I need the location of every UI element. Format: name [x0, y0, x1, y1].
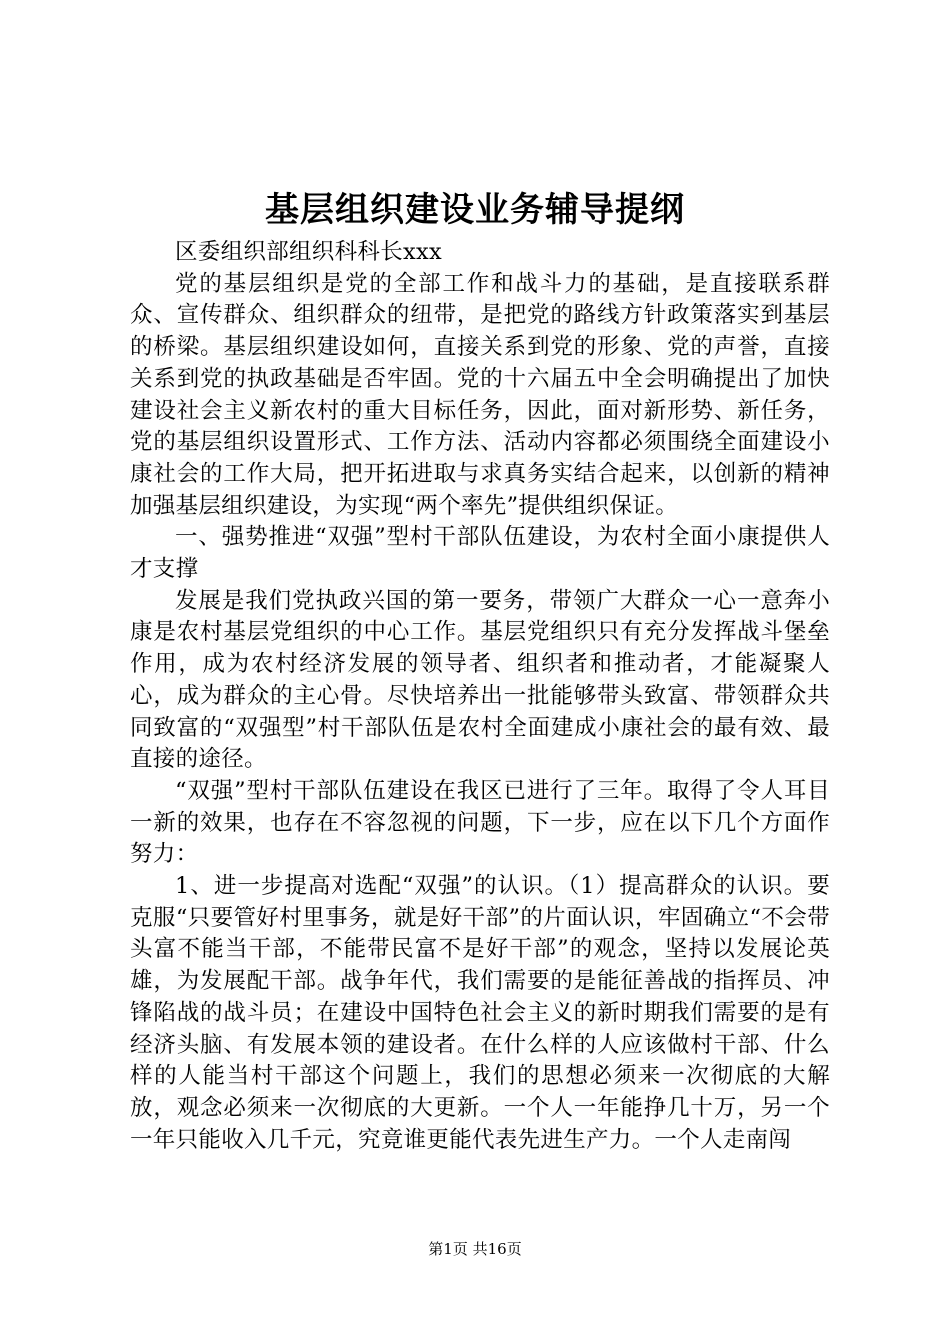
- section-heading: 一、强势推进“双强”型村干部队伍建设，为农村全面小康提供人才支撑: [130, 524, 830, 583]
- body-paragraph: 1、进一步提高对选配“双强”的认识。（1）提高群众的认识。要克服“只要管好村里事务，就是好干部”的片面认识，牢固确立“不会带头富不能当干部，不能带民富不是好干部”的观念，坚持以发展论英雄，为发展配干部。战争年代，我们需要的是能征善战的指挥员、冲锋陷战的战斗员；在建设中国特色社会主义的新时期我们需要的是有经济头脑、有发展本领的建设者。在什么样的人应该做村干部、什么样的人能当村干部这个问题上，我们的思想必须来一次彻底的大解放，观念必须来一次彻底的大更新。一个人一年能挣几十万，另一个一年只能收入几千元，究竟谁更能代表先进生产力。一个人走南闯: [130, 873, 830, 1153]
- intro-paragraph: 党的基层组织是党的全部工作和战斗力的基础，是直接联系群众、宣传群众、组织群众的纽带，是把党的路线方针政策落实到基层的桥梁。基层组织建设如何，直接关系到党的形象、党的声誉，直接关系到党的执政基础是否牢固。党的十六届五中全会明确提出了加快建设社会主义新农村的重大目标任务，因此，面对新形势、新任务，党的基层组织设置形式、工作方法、活动内容都必须围绕全面建设小康社会的工作大局，把开拓进取与求真务实结合起来，以创新的精神加强基层组织建设，为实现“两个率先”提供组织保证。: [130, 270, 830, 519]
- author-line: 区委组织部组织科科长xxx: [175, 239, 442, 265]
- page-number-footer: 第1页 共16页: [428, 1240, 522, 1258]
- document-body: [130, 237, 830, 1156]
- document-title: 基层组织建设业务辅导提纲: [265, 190, 685, 230]
- body-paragraph: “双强”型村干部队伍建设在我区已进行了三年。取得了令人耳目一新的效果，也存在不容忽视的问题，下一步，应在以下几个方面作努力：: [130, 777, 830, 868]
- body-paragraph: 发展是我们党执政兴国的第一要务，带领广大群众一心一意奔小康是农村基层党组织的中心工作。基层党组织只有充分发挥战斗堡垒作用，成为农村经济发展的领导者、组织者和推动者，才能凝聚人心，成为群众的主心骨。尽快培养出一批能够带头致富、带领群众共同致富的“双强型”村干部队伍是农村全面建成小康社会的最有效、最直接的途径。: [130, 587, 830, 773]
